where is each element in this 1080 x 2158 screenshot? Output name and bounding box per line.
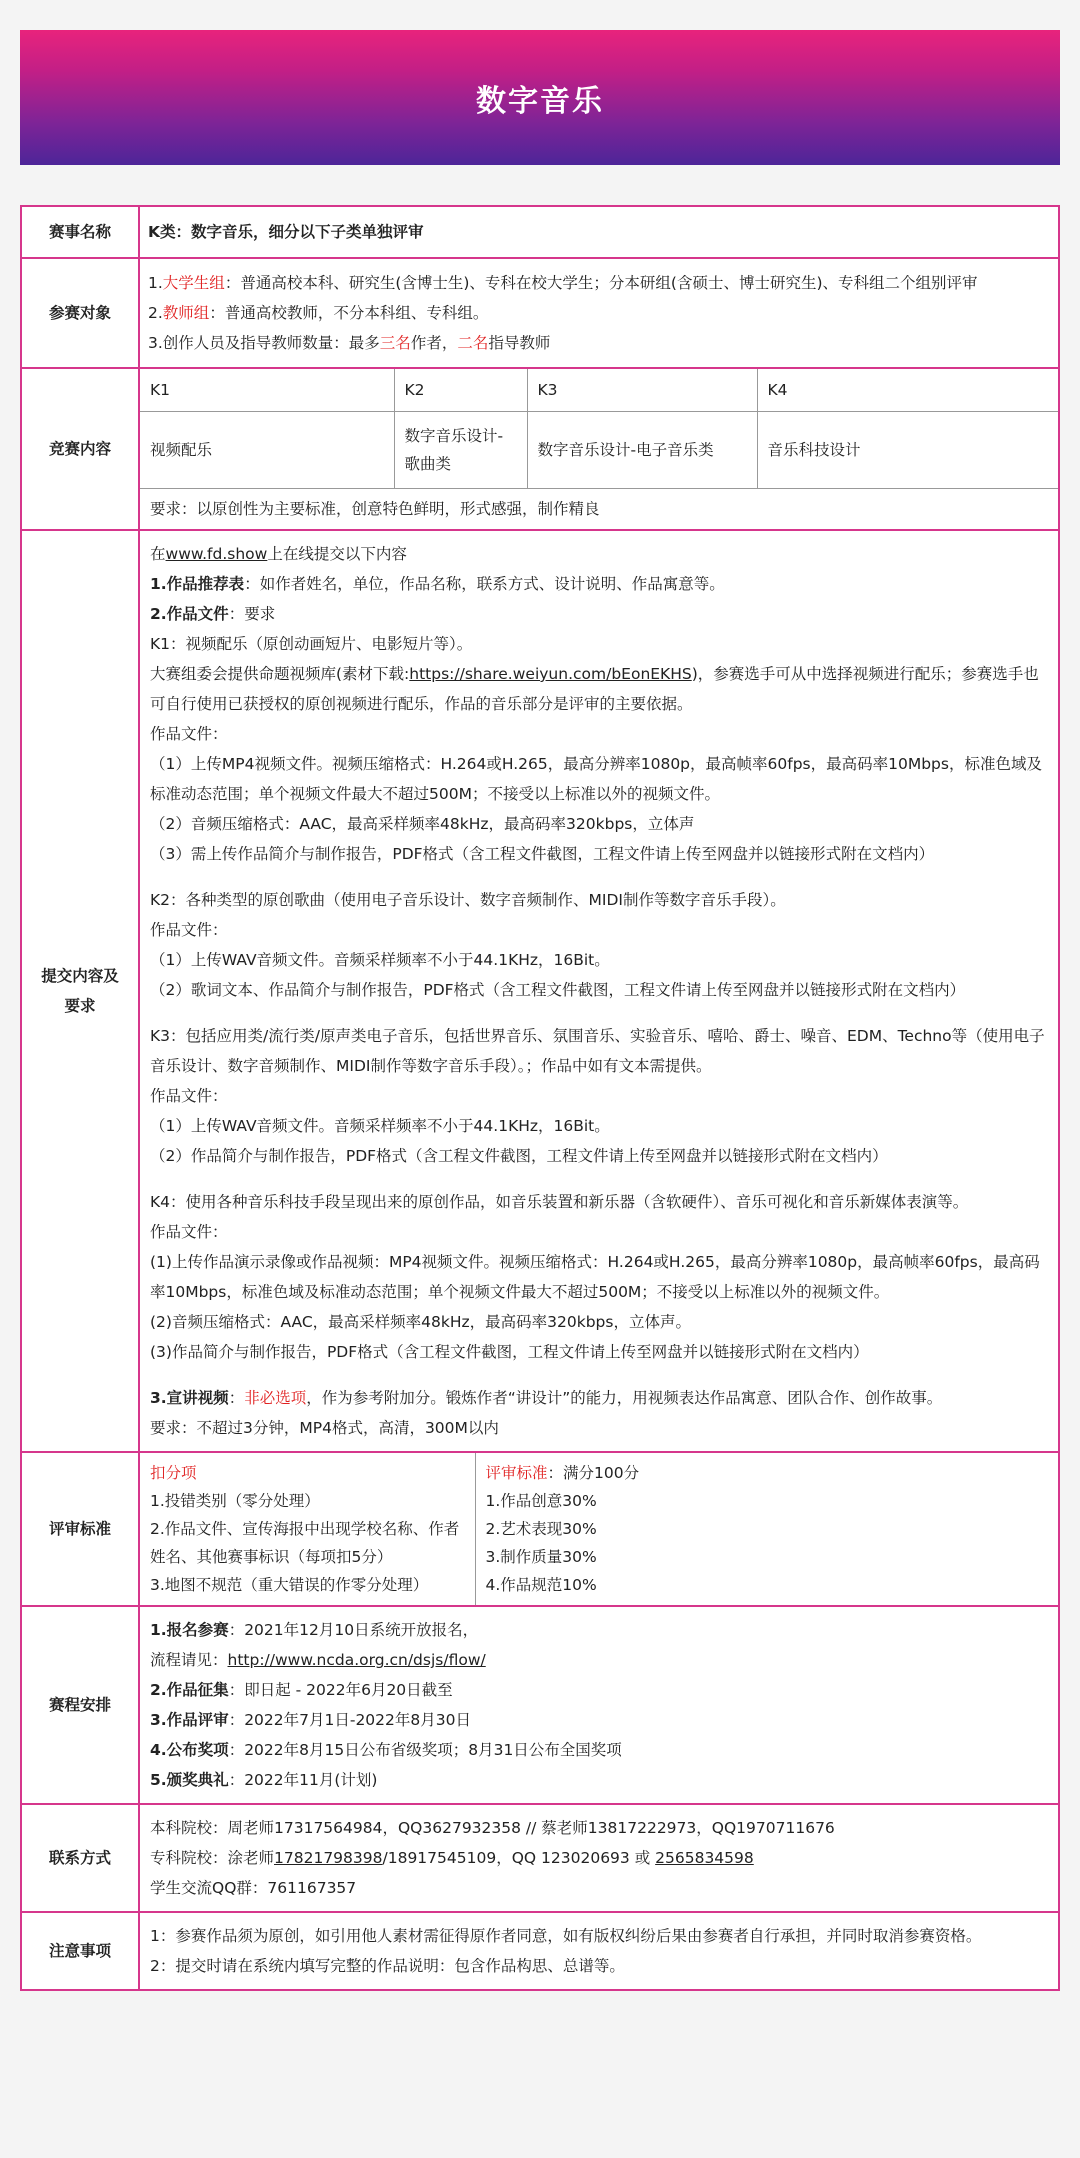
- row-label: 注意事项: [21, 1912, 139, 1990]
- text: 大赛组委会提供命题视频库(素材下载:: [150, 665, 410, 683]
- text: ：要求: [228, 605, 276, 623]
- text: 流程请见：: [150, 1651, 228, 1669]
- k3-file-2: （2）作品简介与制作报告，PDF格式（含工程文件截图，工程文件请上传至网盘并以链接形式附在文档内）: [150, 1147, 888, 1165]
- spacer: [150, 1171, 1048, 1187]
- text: 1.: [148, 274, 163, 292]
- highlight-text: 评审标准: [485, 1464, 548, 1482]
- text: 作者，: [410, 334, 458, 352]
- row-label: 参赛对象: [21, 258, 139, 368]
- event-name-value: K类：数字音乐，细分以下子类单独评审: [139, 206, 1059, 258]
- category-name: 视频配乐: [140, 412, 394, 489]
- k2-title: K2：各种类型的原创歌曲（使用电子音乐设计、数字音频制作、MIDI制作等数字音乐手段）。: [150, 891, 786, 909]
- text: 2.: [148, 304, 163, 322]
- text: ：普通高校本科、研究生(含博士生)、专科在校大学生；分本研组(含硕士、博士研究生)、专科组二个组别评审: [224, 274, 978, 292]
- submission-intro: [150, 539, 1048, 569]
- row-notes: [21, 1912, 1059, 1990]
- deduction-item: 1.投错类别（零分处理）: [150, 1492, 320, 1510]
- highlight-text: 教师组: [162, 304, 210, 322]
- text: 上在线提交以下内容: [267, 545, 407, 563]
- text: )，参赛选手可从中选择视频进行配乐；参赛选手也可自行使用已获授权的原创视频进行配乐，作品的音乐部分是评审的主要依据。: [150, 665, 1039, 713]
- item-heading: 2.作品文件: [150, 605, 229, 623]
- notes-value: [139, 1912, 1059, 1990]
- material-link[interactable]: https://share.weiyun.com/bEonEKHS: [409, 665, 692, 683]
- row-event-name: [21, 206, 1059, 258]
- text: 在: [150, 545, 166, 563]
- category-table: [140, 369, 1058, 529]
- row-participants: [21, 258, 1059, 368]
- schedule-item-3: [150, 1705, 1048, 1735]
- text: 3.创作人员及指导教师数量：最多: [148, 334, 380, 352]
- highlight-text: 非必选项: [244, 1389, 307, 1407]
- schedule-item-5: [150, 1765, 1048, 1795]
- judging-value: [139, 1452, 1059, 1606]
- category-code: K2: [394, 369, 527, 412]
- website-link[interactable]: www.fd.show: [165, 545, 268, 563]
- deduction-item: 3.地图不规范（重大错误的作零分处理）: [150, 1576, 429, 1594]
- text: ：: [228, 1389, 245, 1407]
- category-codes-row: [140, 369, 1058, 412]
- row-label: 评审标准: [21, 1452, 139, 1606]
- k2-file-1: （1）上传WAV音频文件。音频采样频率不小于44.1KHz，16Bit。: [150, 951, 610, 969]
- item-heading: 3.宣讲视频: [150, 1389, 229, 1407]
- criteria-item: 1.作品创意30%: [485, 1492, 597, 1510]
- criteria-item: 4.作品规范10%: [485, 1576, 597, 1594]
- qq-link[interactable]: 2565834598: [655, 1849, 754, 1867]
- judging-table: [140, 1453, 1058, 1605]
- category-code: K4: [757, 369, 1058, 412]
- row-label: 联系方式: [21, 1804, 139, 1912]
- k4-file-3: (3)作品简介与制作报告，PDF格式（含工程文件截图，工程文件请上传至网盘并以链接形式附在文档内）: [150, 1343, 869, 1361]
- k4-files-label: 作品文件：: [150, 1223, 228, 1241]
- text: ：满分100分: [547, 1464, 640, 1482]
- submission-value: [139, 530, 1059, 1452]
- title-banner: [20, 30, 1060, 165]
- k2-file-2: （2）歌词文本、作品简介与制作报告，PDF格式（含工程文件截图，工程文件请上传至网盘并以链接形式附在文档内）: [150, 981, 966, 999]
- item-heading: 5.颁奖典礼: [150, 1771, 229, 1789]
- contact-line-3: 学生交流QQ群：761167357: [150, 1879, 357, 1897]
- criteria-title: [486, 1459, 1049, 1487]
- row-submission: [21, 530, 1059, 1452]
- row-schedule: [21, 1606, 1059, 1804]
- highlight-text: 大学生组: [162, 274, 225, 292]
- k1-file-2: （2）音频压缩格式：AAC，最高采样频率48kHz，最高码率320kbps，立体声: [150, 815, 695, 833]
- content-value: [139, 368, 1059, 530]
- spacer: [150, 1005, 1048, 1021]
- k1-file-1: （1）上传MP4视频文件。视频压缩格式：H.264或H.265，最高分辨率1080p，最高帧率60fps，最高码率10Mbps，标准色域及标准动态范围；单个视频文件最大不超过500M；不接受以上标准以外的视频文件。: [150, 755, 1042, 803]
- highlight-text: 三名: [379, 334, 411, 352]
- schedule-flow: [150, 1645, 1048, 1675]
- row-label: 赛程安排: [21, 1606, 139, 1804]
- text: ：如作者姓名，单位，作品名称，联系方式、设计说明、作品寓意等。: [244, 575, 725, 593]
- row-content: [21, 368, 1059, 530]
- category-name: 音乐科技设计: [757, 412, 1058, 489]
- schedule-value: [139, 1606, 1059, 1804]
- page-title: 数字音乐: [476, 83, 604, 119]
- row-judging: [21, 1452, 1059, 1606]
- text: ：2022年7月1日-2022年8月30日: [228, 1711, 471, 1729]
- category-code: K3: [527, 369, 757, 412]
- text: ：普通高校教师，不分本科组、专科组。: [209, 304, 489, 322]
- text: ：即日起 - 2022年6月20日截至: [228, 1681, 453, 1699]
- contact-value: [139, 1804, 1059, 1912]
- participants-line-3: [148, 328, 1050, 358]
- text: ，作为参考附加分。锻炼作者“讲设计”的能力，用视频表达作品寓意、团队合作、创作故事。: [306, 1389, 943, 1407]
- category-name: 数字音乐设计-歌曲类: [394, 412, 527, 489]
- item-heading: 1.报名参赛: [150, 1621, 229, 1639]
- submission-item-2: [150, 599, 1048, 629]
- criteria-item: 3.制作质量30%: [485, 1548, 597, 1566]
- item-heading: 1.作品推荐表: [150, 575, 245, 593]
- contact-line-2: [150, 1843, 1048, 1873]
- k4-file-2: (2)音频压缩格式：AAC，最高采样频率48kHz，最高码率320kbps，立体声。: [150, 1313, 691, 1331]
- highlight-text: 二名: [457, 334, 489, 352]
- text: ：2022年8月15日公布省级奖项；8月31日公布全国奖项: [228, 1741, 622, 1759]
- spacer: [150, 1367, 1048, 1383]
- criteria-column: [475, 1453, 1058, 1605]
- schedule-item-1: [150, 1615, 1048, 1645]
- category-requirement: 要求：以原创性为主要标准，创意特色鲜明，形式感强，制作精良: [140, 489, 1058, 530]
- deductions-column: [140, 1453, 475, 1605]
- item-heading: 3.作品评审: [150, 1711, 229, 1729]
- text: ：2022年11月(计划): [228, 1771, 378, 1789]
- k3-files-label: 作品文件：: [150, 1087, 228, 1105]
- item-heading: 4.公布奖项: [150, 1741, 229, 1759]
- k2-files-label: 作品文件：: [150, 921, 228, 939]
- category-names-row: [140, 412, 1058, 489]
- k1-files-label: 作品文件：: [150, 725, 228, 743]
- participants-line-2: [148, 298, 1050, 328]
- k1-file-3: （3）需上传作品简介与制作报告，PDF格式（含工程文件截图，工程文件请上传至网盘并以链接形式附在文档内）: [150, 845, 935, 863]
- k4-file-1: (1)上传作品演示录像或作品视频：MP4视频文件。视频压缩格式：H.264或H.265，最高分辨率1080p，最高帧率60fps，最高码率10Mbps，标准色域及标准动态范围；单个视频文件最大不超过500M；不接受以上标准以外的视频文件。: [150, 1253, 1040, 1301]
- k1-description: [150, 659, 1048, 719]
- deductions-title: 扣分项: [150, 1464, 197, 1482]
- category-name: 数字音乐设计-电子音乐类: [527, 412, 757, 489]
- k4-title: K4：使用各种音乐科技手段呈现出来的原创作品，如音乐装置和新乐器（含软硬件）、音乐可视化和音乐新媒体表演等。: [150, 1193, 969, 1211]
- text: /18917545109，QQ 123020693 或: [382, 1849, 656, 1867]
- submission-item-3: [150, 1383, 1048, 1413]
- note-1: 1：参赛作品须为原创，如引用他人素材需征得原作者同意，如有版权纠纷后果由参赛者自行承担，并同时取消参赛资格。: [150, 1927, 982, 1945]
- row-label: 提交内容及要求: [21, 530, 139, 1452]
- criteria-item: 2.艺术表现30%: [485, 1520, 597, 1538]
- deduction-item: 2.作品文件、宣传海报中出现学校名称、作者姓名、其他赛事标识（每项扣5分）: [150, 1520, 460, 1566]
- schedule-item-4: [150, 1735, 1048, 1765]
- contact-line-1: 本科院校：周老师17317564984，QQ3627932358 // 蔡老师13817222973，QQ1970711676: [150, 1819, 835, 1837]
- text: 专科院校：涂老师: [150, 1849, 275, 1867]
- competition-table: [20, 205, 1060, 1991]
- participants-line-1: [148, 268, 1050, 298]
- note-2: 2：提交时请在系统内填写完整的作品说明：包含作品构思、总谱等。: [150, 1957, 625, 1975]
- k1-title: K1：视频配乐（原创动画短片、电影短片等）。: [150, 635, 473, 653]
- spacer: [150, 869, 1048, 885]
- video-requirement: 要求：不超过3分钟，MP4格式，高清，300M以内: [150, 1419, 499, 1437]
- category-code: K1: [140, 369, 394, 412]
- schedule-item-2: [150, 1675, 1048, 1705]
- row-label: 赛事名称: [21, 206, 139, 258]
- participants-value: [139, 258, 1059, 368]
- submission-item-1: [150, 569, 1048, 599]
- flow-link[interactable]: http://www.ncda.org.cn/dsjs/flow/: [227, 1651, 486, 1669]
- row-label: 竞赛内容: [21, 368, 139, 530]
- row-contact: [21, 1804, 1059, 1912]
- k3-title: K3：包括应用类/流行类/原声类电子音乐，包括世界音乐、氛围音乐、实验音乐、嘻哈、爵士、噪音、EDM、Techno等（使用电子音乐设计、数字音频制作、MIDI制作等数字音乐手段）。；作品中如有文本需提供。: [150, 1027, 1045, 1075]
- category-requirement-row: [140, 489, 1058, 530]
- phone-link[interactable]: 17821798398: [274, 1849, 383, 1867]
- text: 指导教师: [488, 334, 551, 352]
- text: ：2021年12月10日系统开放报名，: [228, 1621, 479, 1639]
- k3-file-1: （1）上传WAV音频文件。音频采样频率不小于44.1KHz，16Bit。: [150, 1117, 610, 1135]
- item-heading: 2.作品征集: [150, 1681, 229, 1699]
